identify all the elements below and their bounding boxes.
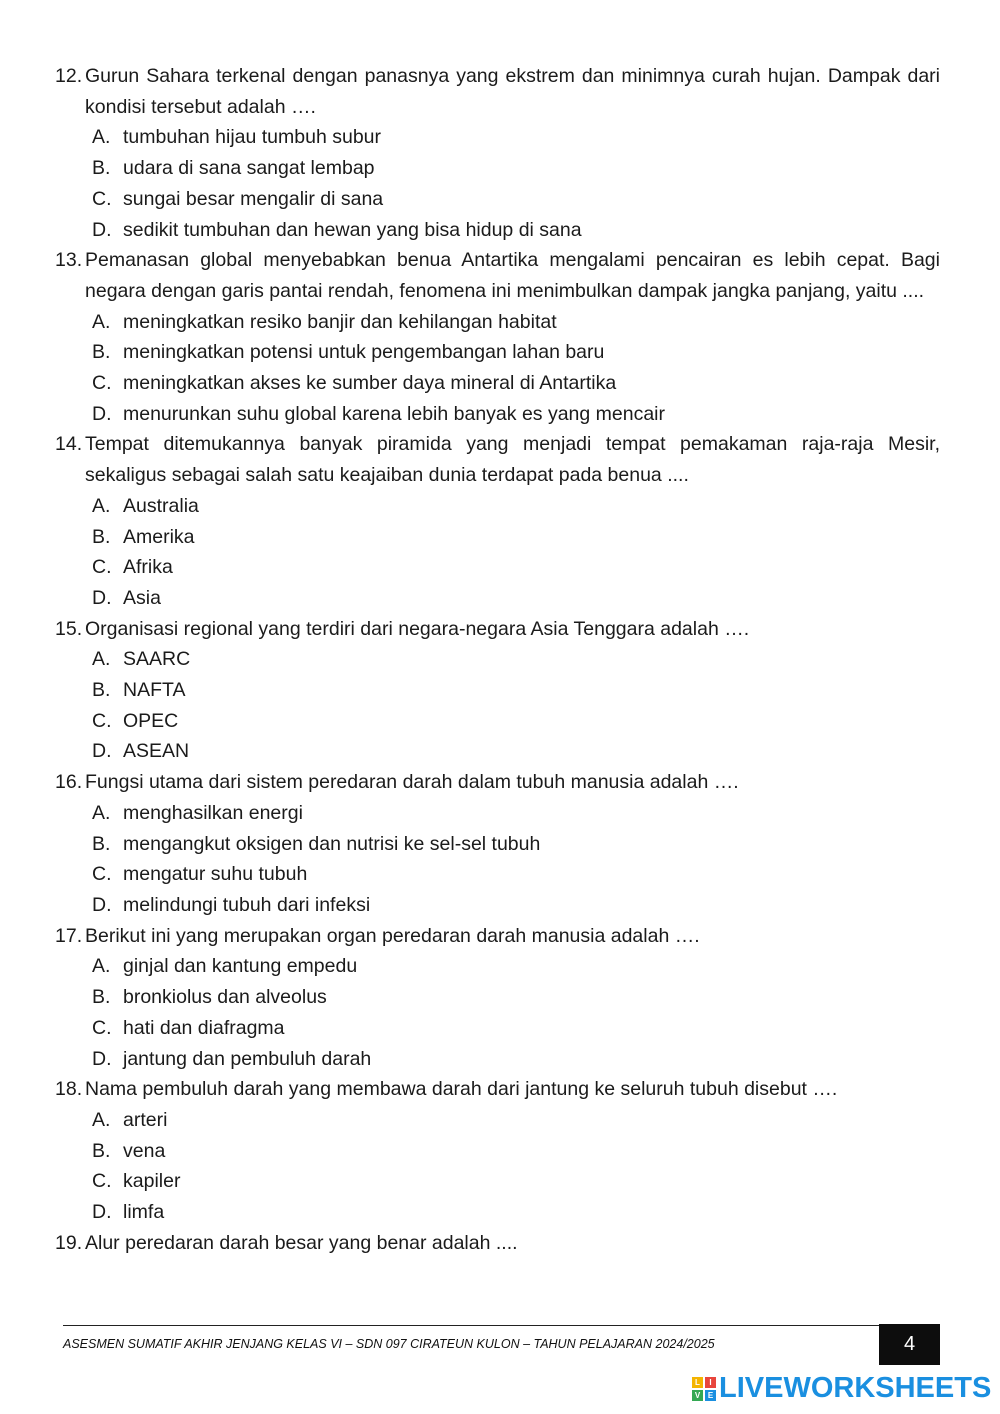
option-letter: D. [92, 218, 112, 241]
option-letter: D. [92, 586, 112, 609]
question-text: Alur peredaran darah besar yang benar adalah .... [85, 1231, 518, 1254]
answer-option[interactable] [55, 522, 940, 553]
option-text: udara di sana sangat lembap [123, 157, 375, 180]
option-text: meningkatkan potensi untuk pengembangan lahan baru [123, 341, 605, 364]
question-number: 17. [55, 924, 83, 947]
answer-option[interactable] [55, 153, 940, 184]
answer-option[interactable] [55, 1197, 940, 1228]
option-letter: A. [92, 310, 111, 333]
footer-text: ASESMEN SUMATIF AKHIR JENJANG KELAS VI – SDN 097 CIRATEUN KULON – TAHUN PELAJARAN 2024/2025 [63, 1337, 715, 1351]
answer-option[interactable] [55, 307, 940, 338]
question-number: 15. [55, 617, 83, 640]
option-letter: B. [92, 157, 111, 180]
option-letter: A. [92, 648, 111, 671]
option-text: OPEC [123, 709, 179, 732]
answer-option[interactable] [55, 951, 940, 982]
answer-option[interactable] [55, 736, 940, 767]
option-text: menghasilkan energi [123, 801, 303, 824]
answer-option[interactable] [55, 1105, 940, 1136]
option-letter: B. [92, 341, 111, 364]
option-letter: C. [92, 863, 112, 886]
answer-option[interactable] [55, 859, 940, 890]
question-16 [55, 767, 940, 798]
answer-option[interactable] [55, 706, 940, 737]
option-letter: B. [92, 1139, 111, 1162]
option-letter: A. [92, 955, 111, 978]
option-text: meningkatkan resiko banjir dan kehilangan habitat [123, 310, 557, 333]
question-18 [55, 1074, 940, 1105]
answer-option[interactable] [55, 122, 940, 153]
option-text: ASEAN [123, 740, 190, 763]
answer-option[interactable] [55, 491, 940, 522]
option-letter: A. [92, 126, 111, 149]
option-text: SAARC [123, 648, 191, 671]
option-text: melindungi tubuh dari infeksi [123, 893, 371, 916]
question-text: Tempat ditemukannya banyak piramida yang menjadi tempat pemakaman raja-raja Mesir, sekaligus sebagai salah satu keajaiban dunia terdapat pada benua .... [85, 433, 940, 487]
option-letter: C. [92, 1170, 112, 1193]
option-letter: C. [92, 372, 112, 395]
option-text: Afrika [123, 556, 173, 579]
question-number: 19. [55, 1231, 83, 1254]
question-19 [55, 1228, 940, 1259]
option-letter: C. [92, 187, 112, 210]
answer-option[interactable] [55, 798, 940, 829]
question-14 [55, 429, 940, 490]
option-text: mengatur suhu tubuh [123, 863, 308, 886]
option-letter: B. [92, 832, 111, 855]
option-letter: B. [92, 679, 111, 702]
option-letter: B. [92, 525, 111, 548]
option-text: ginjal dan kantung empedu [123, 955, 358, 978]
question-text: Gurun Sahara terkenal dengan panasnya yang ekstrem dan minimnya curah hujan. Dampak dari kondisi tersebut adalah …. [85, 65, 940, 118]
liveworksheets-brand[interactable] [692, 1372, 991, 1405]
question-text: Nama pembuluh darah yang membawa darah dari jantung ke seluruh tubuh disebut …. [85, 1078, 838, 1101]
answer-option[interactable] [55, 890, 940, 921]
question-12 [55, 61, 940, 122]
question-text: Organisasi regional yang terdiri dari negara-negara Asia Tenggara adalah …. [85, 617, 750, 640]
option-letter: A. [92, 494, 111, 517]
option-letter: C. [92, 709, 112, 732]
question-number: 18. [55, 1078, 83, 1101]
option-letter: B. [92, 986, 111, 1009]
answer-option[interactable] [55, 1166, 940, 1197]
option-text: limfa [123, 1201, 165, 1224]
option-letter: D. [92, 893, 112, 916]
option-text: hati dan diafragma [123, 1016, 285, 1039]
question-number: 13. [55, 249, 83, 272]
option-letter: A. [92, 801, 111, 824]
option-letter: D. [92, 1047, 112, 1070]
liveworksheets-logo-icon [692, 1377, 716, 1401]
answer-option[interactable] [55, 675, 940, 706]
question-number: 16. [55, 771, 83, 794]
answer-option[interactable] [55, 399, 940, 430]
logo-tile: V [692, 1390, 703, 1401]
answer-option[interactable] [55, 1044, 940, 1075]
option-text: arteri [123, 1108, 168, 1131]
question-text: Fungsi utama dari sistem peredaran darah dalam tubuh manusia adalah …. [85, 771, 739, 794]
answer-option[interactable] [55, 982, 940, 1013]
option-text: sungai besar mengalir di sana [123, 187, 384, 210]
option-text: Australia [123, 494, 199, 517]
question-number: 12. [55, 65, 83, 87]
footer-divider [63, 1325, 940, 1326]
answer-option[interactable] [55, 583, 940, 614]
answer-option[interactable] [55, 215, 940, 246]
answer-option[interactable] [55, 1136, 940, 1167]
option-letter: D. [92, 402, 112, 425]
brand-name: LIVEWORKSHEETS [719, 1372, 992, 1404]
answer-option[interactable] [55, 829, 940, 860]
option-text: sedikit tumbuhan dan hewan yang bisa hidup di sana [123, 218, 582, 241]
option-text: kapiler [123, 1170, 181, 1193]
option-letter: C. [92, 556, 112, 579]
option-text: meningkatkan akses ke sumber daya mineral di Antartika [123, 372, 617, 395]
option-text: tumbuhan hijau tumbuh subur [123, 126, 382, 149]
logo-tile: I [705, 1377, 716, 1388]
question-text: Berikut ini yang merupakan organ peredaran darah manusia adalah …. [85, 924, 700, 947]
logo-tile: L [692, 1377, 703, 1388]
option-text: jantung dan pembuluh darah [123, 1047, 372, 1070]
answer-option[interactable] [55, 368, 940, 399]
option-text: vena [123, 1139, 166, 1162]
option-text: mengangkut oksigen dan nutrisi ke sel-sel tubuh [123, 832, 541, 855]
answer-option[interactable] [55, 552, 940, 583]
option-text: menurunkan suhu global karena lebih banyak es yang mencair [123, 402, 666, 425]
question-list [55, 61, 940, 1258]
logo-tile: E [705, 1390, 716, 1401]
question-number: 14. [55, 433, 83, 456]
option-letter: A. [92, 1108, 111, 1131]
option-text: Asia [123, 586, 161, 609]
answer-option[interactable] [55, 337, 940, 368]
answer-option[interactable] [55, 644, 940, 675]
answer-option[interactable] [55, 1013, 940, 1044]
option-text: Amerika [123, 525, 195, 548]
question-13 [55, 245, 940, 306]
question-15 [55, 614, 940, 645]
question-text: Pemanasan global menyebabkan benua Antartika mengalami pencairan es lebih cepat. Bagi negara dengan garis pantai rendah, fenomena ini menimbulkan dampak jangka panjang, yaitu .... [85, 249, 940, 302]
option-letter: D. [92, 1201, 112, 1224]
option-letter: C. [92, 1016, 112, 1039]
page-number: 4 [879, 1324, 940, 1365]
option-text: bronkiolus dan alveolus [123, 986, 327, 1009]
answer-option[interactable] [55, 184, 940, 215]
question-17 [55, 921, 940, 952]
option-text: NAFTA [123, 679, 186, 702]
option-letter: D. [92, 740, 112, 763]
